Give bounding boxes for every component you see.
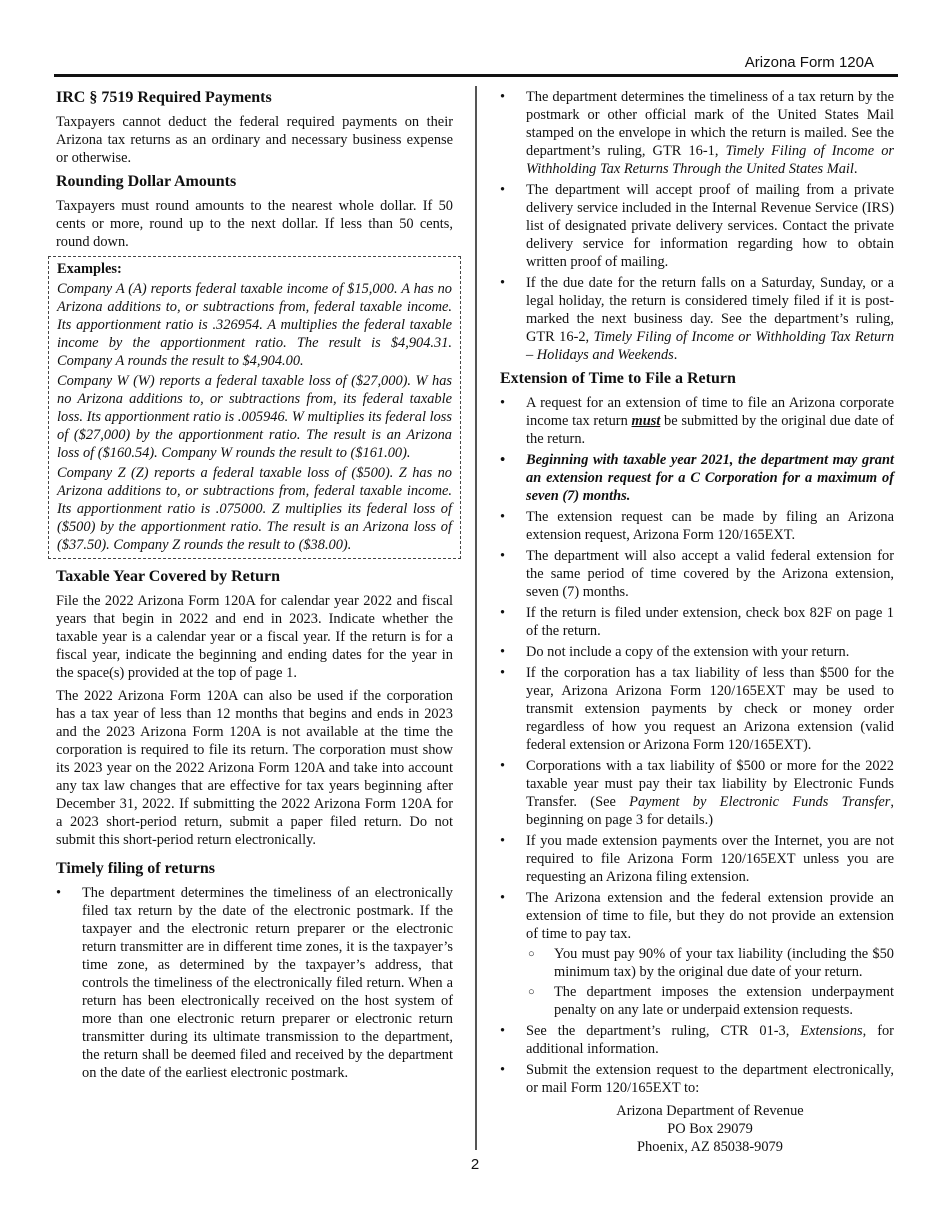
list-item: • Beginning with taxable year 2021, the department may grant an extension request for a C Corporation for a maximum of seven (7) months. xyxy=(500,451,894,505)
list-item: • The department will accept proof of mailing from a private delivery service included in the Internal Revenue Service (IRS) list of designated private delivery services. Contact the private delivery service for information regarding how to obtain written proof of mailing. xyxy=(500,181,894,271)
list-item: • See the department’s ruling, CTR 01-3, Extensions, for additional information. xyxy=(500,1022,894,1058)
example-company-z: Company Z (Z) reports a federal taxable loss of ($500). Z has no Arizona additions to, or subtractions from, federal taxable income. Its apportionment ratio is .075000. Z multiplies its federal loss of ($500) by the apportionment ratio. The result is an Arizona loss of ($37.50). Company Z rounds the result to ($38.00). xyxy=(57,465,452,553)
example-company-w: Company W (W) reports a federal taxable loss of ($27,000). W has no Arizona additions to, or subtractions from, its federal taxable loss. Its apportionment ratio is .005946. W multiplies its federal loss of ($27,000) by the apportionment ratio. The result is an Arizona loss of ($160.54). Company W rounds the result to ($161.00). xyxy=(57,373,452,461)
must-emphasis: must xyxy=(631,413,661,429)
list-item: • The department determines the timeliness of a tax return by the postmark or other official mark of the United States Mail stamped on the envelope in which the return is mailed. See the department’s ruling, GTR 16-1, Timely Filing of Income or Withholding Tax Returns Through the United States Mail. xyxy=(500,88,894,178)
sub-list xyxy=(526,945,894,1019)
irc-text: Taxpayers cannot deduct the federal required payments on their Arizona tax returns as an ordinary and necessary business expense or otherwise. xyxy=(56,114,453,166)
timely-filing-heading: Timely filing of returns xyxy=(56,860,215,877)
taxable-year-p1: File the 2022 Arizona Form 120A for calendar year 2022 and fiscal years that begin in 2022 and end in 2023. Indicate whether the taxable year is a calendar year or a fiscal year. If the return is for a fiscal year, indicate the beginning and ending dates for the year in the space(s) provided at the top of page 1. xyxy=(56,593,453,681)
rounding-text: Taxpayers must round amounts to the nearest whole dollar. If 50 cents or more, round up to the next dollar. If less than 50 cents, round down. xyxy=(56,198,453,250)
sub-list-item: ○ The department imposes the extension underpayment penalty on any late or underpaid extension requests. xyxy=(526,983,894,1019)
taxable-year-heading: Taxable Year Covered by Return xyxy=(56,568,280,585)
list-item: • If you made extension payments over the Internet, you are not required to file Arizona Form 120/165EXT unless you are requesting an Arizona filing extension. xyxy=(500,832,894,886)
right-column xyxy=(500,88,894,1156)
extension-list xyxy=(500,394,894,1097)
form-title: Arizona Form 120A xyxy=(744,54,874,71)
list-item: • The department determines the timeliness of an electronically filed tax return by the date of the electronic postmark. If the taxpayer and the electronic return preparer or the electronic return transmitter are in different time zones, it is the taxpayer’s time zone, as determined by the taxpayer’s address, that controls the timeliness of the electronically filed return. When a return has been electronically received on the host system of more than one electronic return preparer or electronic return transmitter during its ultimate transmission to the department, the return shall be deemed filed and received by the department on the date of the earliest electronic postmark. xyxy=(56,884,453,1082)
address-line: Phoenix, AZ 85038-9079 xyxy=(637,1139,783,1155)
list-item: • Submit the extension request to the department electronically, or mail Form 120/165EXT to: xyxy=(500,1061,894,1097)
list-item: • A request for an extension of time to file an Arizona corporate income tax return must be submitted by the original due date of the return. xyxy=(500,394,894,448)
example-company-a: Company A (A) reports federal taxable income of $15,000. A has no Arizona additions to, or subtractions from, federal taxable income. Its apportionment ratio is .326954. A multiplies the federal taxable income by the apportionment ratio. The result is $4,904.31. Company A rounds the result to $4,904.00. xyxy=(57,281,452,369)
list-item: • If the corporation has a tax liability of less than $500 for the year, Arizona Arizona Form 120/165EXT may be used to transmit extension payments by check or money order regardless of how you request an Arizona extension (valid federal extension or Arizona Form 120/165EXT). xyxy=(500,664,894,754)
rounding-heading: Rounding Dollar Amounts xyxy=(56,173,237,190)
timely-filing-list xyxy=(56,884,453,1082)
list-item: • The extension request can be made by filing an Arizona extension request, Arizona Form 120/165EXT. xyxy=(500,508,894,544)
list-item: • The department will also accept a valid federal extension for the same period of time covered by the Arizona extension, seven (7) months. xyxy=(500,547,894,601)
timely-filing-list-cont xyxy=(500,88,894,364)
ruling-title: Extensions xyxy=(800,1023,863,1039)
extension-heading: Extension of Time to File a Return xyxy=(500,370,736,387)
address-line: PO Box 29079 xyxy=(667,1121,753,1137)
examples-box xyxy=(48,256,461,559)
list-item: • Corporations with a tax liability of $500 or more for the 2022 taxable year must pay their tax liability by Electronic Funds Transfer. (See Payment by Electronic Funds Transfer, beginning on page 3 for details.) xyxy=(500,757,894,829)
header-rule xyxy=(54,74,898,77)
list-item: • Do not include a copy of the extension with your return. xyxy=(500,643,894,661)
taxable-year-p2: The 2022 Arizona Form 120A can also be used if the corporation has a tax year of less than 12 months that begins and ends in 2023 and the 2023 Arizona Form 120A is not available at the time the corporation is required to file its return. The corporation must show its 2023 year on the 2022 Arizona Form 120A and take into account any tax law changes that are effective for tax years beginning after December 31, 2022. If submitting the 2022 Arizona Form 120A for a 2023 short-period return, submit a paper filed return. Do not submit this short-period return electronically. xyxy=(56,688,453,848)
column-divider xyxy=(475,86,477,1150)
address-line: Arizona Department of Revenue xyxy=(616,1103,804,1119)
examples-title: Examples: xyxy=(57,261,122,277)
list-item: • If the return is filed under extension, check box 82F on page 1 of the return. xyxy=(500,604,894,640)
irc-heading: IRC § 7519 Required Payments xyxy=(56,89,272,106)
left-column xyxy=(56,88,453,1087)
ruling-title: Timely Filing of Income or Withholding Tax Return – Holidays and Weekends xyxy=(526,329,895,363)
sub-list-item: ○ You must pay 90% of your tax liability (including the $50 minimum tax) by the original due date of your return. xyxy=(526,945,894,981)
section-reference: Payment by Electronic Funds Transfer xyxy=(629,794,891,810)
mailing-address xyxy=(500,1102,894,1156)
list-item: • If the due date for the return falls on a Saturday, Sunday, or a legal holiday, the return is considered timely filed if it is post-marked the next business day. See the department’s ruling, GTR 16-2, Timely Filing of Income or Withholding Tax Return – Holidays and Weekends. xyxy=(500,274,894,364)
page-number: 2 xyxy=(470,1156,480,1173)
ruling-title: Timely Filing of Income or Withholding Tax Returns Through the United States Mail xyxy=(526,143,895,177)
list-item: • The Arizona extension and the federal extension provide an extension of time to file, but they do not provide an extension of time to pay tax. ○ You must pay 90% of your tax liability (including the $50 minimum tax) by the original due date of your return. ○ The department imposes the extension underpayment penalty on any late or underpaid extension requests. xyxy=(500,889,894,1019)
